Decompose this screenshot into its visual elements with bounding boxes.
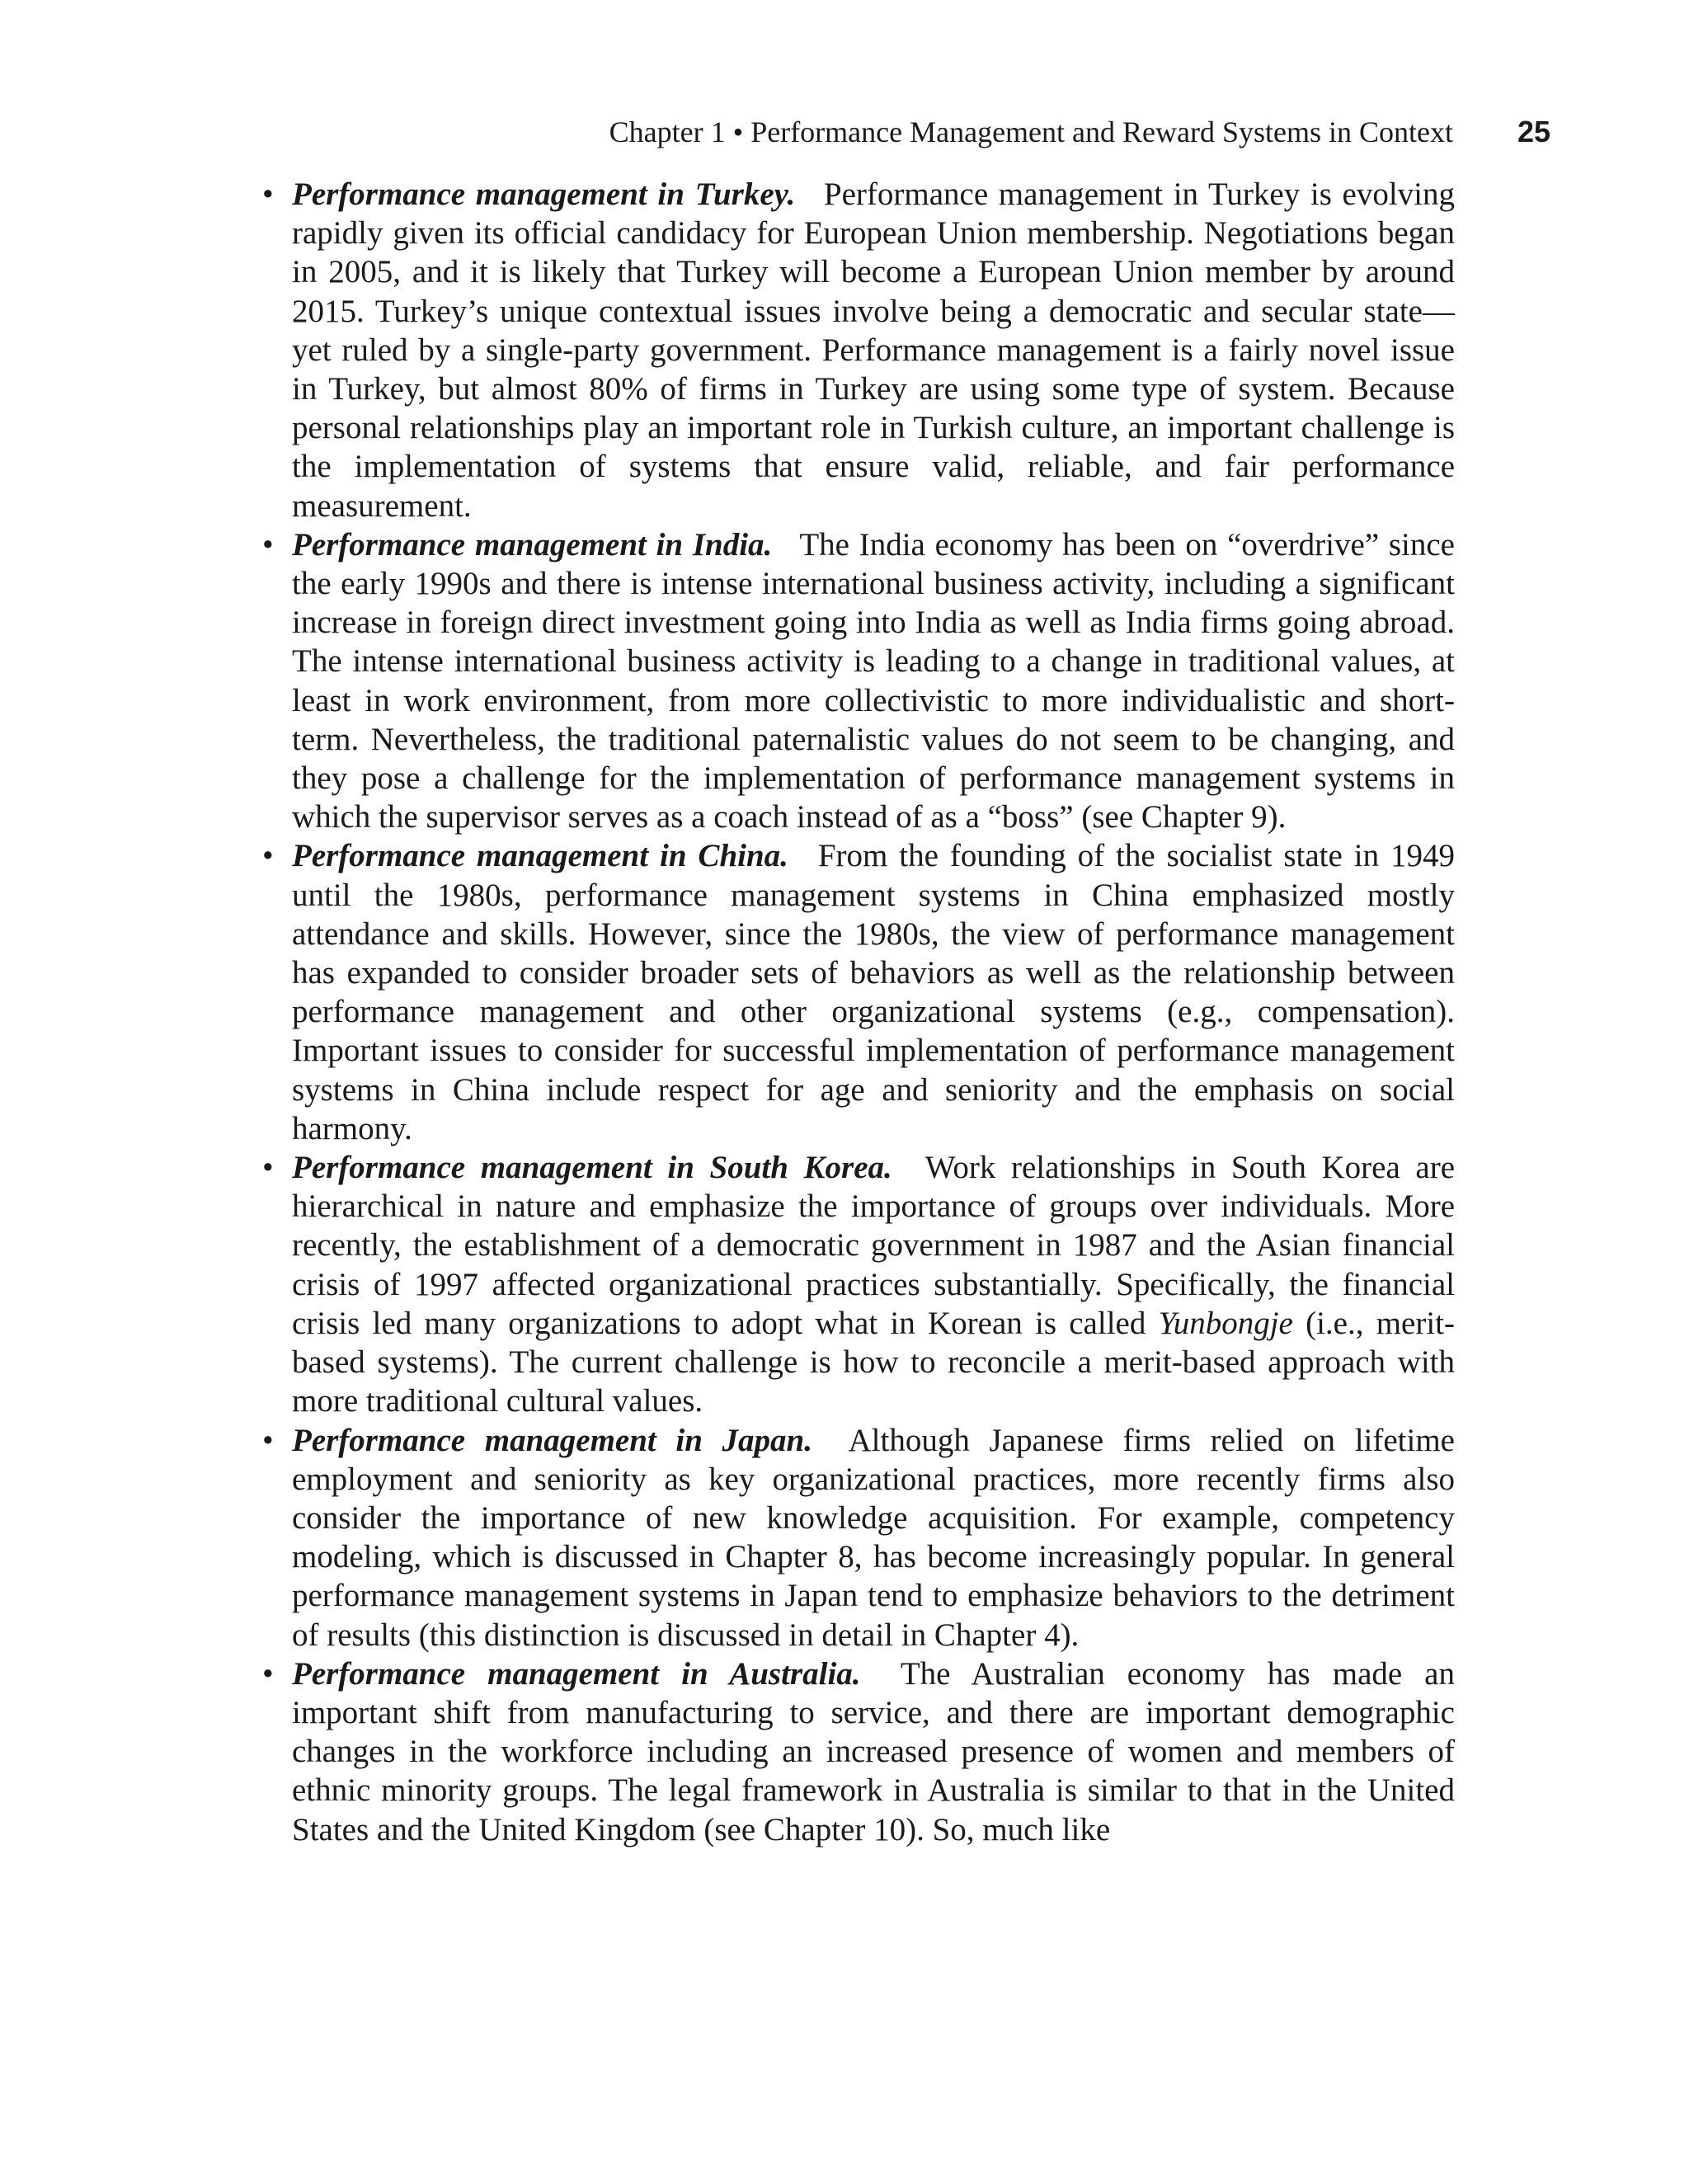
korean-term: Yunbongje	[1158, 1305, 1293, 1341]
list-item-south-korea	[262, 1148, 1455, 1420]
entry-body: Although Japanese firms relied on lifetime employment and seniority as key organizational practices, more recently firms also consider the importance of new knowledge acquisition. For example, competency modeling, which is discussed in Chapter 8, has become increasingly popular. In general performance management systems in Japan tend to emphasize behaviors to the detriment of results (this distinction is discussed in detail in Chapter 4).	[292, 1422, 1455, 1653]
list-item-india	[262, 525, 1455, 837]
list-item-australia	[262, 1654, 1455, 1849]
entry-body-part-1: Work relationships in South Korea are hierarchical in nature and emphasize the importance of groups over individuals. More recently, the establishment of a democratic government in 1987 and the Asian financial crisis of 1997 affected organizational practices substantially. Specifically, the financial crisis led many organizations to adopt what in Korean is called	[292, 1150, 1456, 1341]
list-item-turkey	[262, 175, 1455, 525]
entry-heading: Performance management in China.	[292, 838, 788, 874]
page-number: 25	[1517, 115, 1550, 148]
entry-body: Performance management in Turkey is evolving rapidly given its official candidacy for European Union membership. Negotiations began in 2005, and it is likely that Turkey will become a European Union member by around 2015. Turkey’s unique contextual issues involve being a democratic and secular state—yet ruled by a single-party government. Performance management is a fairly novel issue in Turkey, but almost 80% of firms in Turkey are using some type of system. Because personal relationships play an important role in Turkish culture, an important challenge is the implementation of systems that ensure valid, reliable, and fair performance measurement.	[292, 177, 1455, 524]
chapter-title: Chapter 1 • Performance Management and Reward Systems in Context	[609, 115, 1453, 148]
bullet-icon: •	[262, 838, 274, 874]
bullet-icon: •	[262, 1150, 274, 1186]
entry-heading: Performance management in India.	[292, 526, 773, 562]
entry-heading: Performance management in South Korea.	[292, 1150, 892, 1186]
entry-body-part-2: (i.e., merit-based systems). The current challenge is how to reconcile a merit-based approach with more traditional cultural values.	[292, 1305, 1455, 1419]
entry-heading: Performance management in Turkey.	[292, 177, 796, 212]
country-bullet-list	[262, 175, 1455, 1849]
bullet-icon: •	[262, 177, 274, 212]
bullet-icon: •	[262, 1655, 274, 1692]
entry-body: The Australian economy has made an important shift from manufacturing to service, and there are important demographic changes in the workforce including an increased presence of women and members of ethnic minority groups. The legal framework in Australia is similar to that in the United States and the United Kingdom (see Chapter 10). So, much like	[292, 1655, 1455, 1847]
bullet-icon: •	[262, 526, 274, 562]
entry-body: From the founding of the socialist state in 1949 until the 1980s, performance management systems in China emphasized mostly attendance and skills. However, since the 1980s, the view of performance management has expanded to consider broader sets of behaviors as well as the relationship between performance management and other organizational systems (e.g., compensation). Important issues to consider for successful implementation of performance management systems in China include respect for age and seniority and the emphasis on social harmony.	[292, 838, 1456, 1146]
entry-body: The India economy has been on “overdrive” since the early 1990s and there is intense international business activity, including a significant increase in foreign direct investment going into India as well as India firms going abroad. The intense international business activity is leading to a change in traditional values, at least in work environment, from more collectivistic to more individualistic and short-term. Nevertheless, the traditional paternalistic values do not seem to be changing, and they pose a challenge for the implementation of performance management systems in which the supervisor serves as a coach instead of as a “boss” (see Chapter 9).	[292, 526, 1455, 835]
bullet-icon: •	[262, 1422, 274, 1458]
entry-heading: Performance management in Australia.	[292, 1655, 861, 1692]
running-head	[511, 111, 1550, 153]
entry-heading: Performance management in Japan.	[292, 1422, 812, 1458]
list-item-china	[262, 836, 1455, 1148]
list-item-japan	[262, 1421, 1455, 1654]
